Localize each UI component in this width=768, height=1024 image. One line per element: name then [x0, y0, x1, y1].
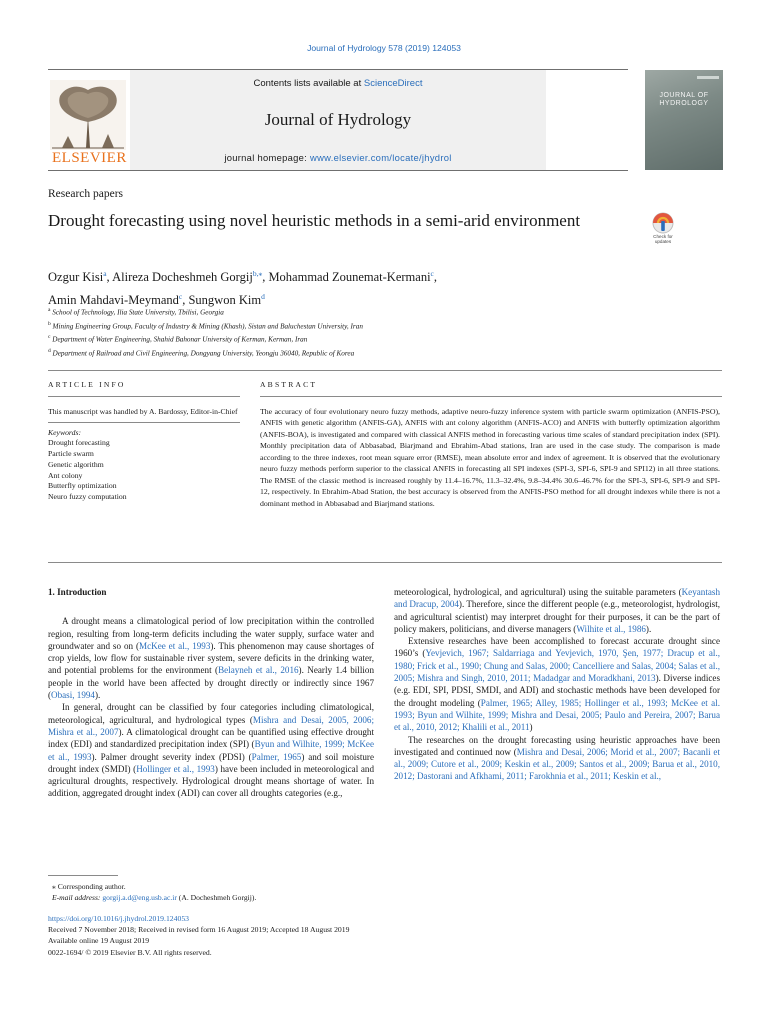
citation-link[interactable]: McKee et al., 1993: [139, 640, 211, 651]
affiliation: [48, 305, 688, 319]
body-text: ). Therefore, since the different people (e.g., meteorologist, hydrologist, and agricultural scientist) may interpret drought for their purposes, it can be the part of policy makers, politicians, and diverse managers (: [394, 599, 720, 634]
affiliation: [48, 319, 688, 333]
right-paragraphs: [394, 586, 720, 783]
citation-link[interactable]: Obasi, 1994: [51, 690, 95, 701]
introduction-heading: 1. Introduction: [48, 587, 107, 597]
journal-homepage-link[interactable]: www.elsevier.com/locate/jhydrol: [310, 152, 452, 163]
elsevier-wordmark: ELSEVIER: [52, 150, 127, 166]
email-suffix: (A. Docheshmeh Gorgij).: [176, 893, 257, 902]
article-info-rule: [48, 396, 240, 397]
affiliation: [48, 346, 688, 360]
footnote-rule: [48, 875, 118, 876]
author-name[interactable]: Mohammad Zounemat-Kermani: [268, 270, 431, 285]
available-online-date: Available online 19 August 2019: [48, 936, 150, 946]
received-dates: Received 7 November 2018; Received in revised form 16 August 2019; Accepted 18 August 2019: [48, 925, 350, 935]
keyword: Neuro fuzzy computation: [48, 491, 127, 501]
body-text: ).: [645, 623, 652, 634]
body-text: ). A climatological drought can be quantified using effective drought index (EDI) and standardized precipitation index (SPI) (: [48, 726, 374, 750]
body-text: ). Palmer drought severity index (PDSI) (: [91, 751, 252, 762]
affiliation: [48, 332, 688, 346]
left-paragraphs: [48, 615, 374, 799]
abstract-heading: ABSTRACT: [260, 380, 318, 389]
body-paragraph: [48, 701, 374, 799]
publication-info: [48, 913, 548, 958]
body-text: Extensive researches have been accomplished to forecast accurate drought since 1960’s (: [394, 636, 720, 659]
contents-prefix: Contents lists available at: [253, 78, 364, 89]
keyword: Drought forecasting: [48, 438, 110, 448]
affiliation-text: Department of Water Engineering, Shahid Bahonar University of Kerman, Kerman, Iran: [50, 335, 308, 344]
journal-citation[interactable]: Journal of Hydrology 578 (2019) 124053: [307, 43, 461, 53]
citation-link[interactable]: Palmer, 1965; Alley, 1985; Hollinger et al., 1993; McKee et al. 1993; Byun and Wilhite, 1999; Mishra and Desai, 2005; Paulo and Pereira, 2007; Barua et al., 2010, 2012; Khalili et al., 2011: [394, 697, 720, 733]
sciencedirect-link[interactable]: ScienceDirect: [363, 78, 423, 89]
email-label: E-mail address:: [52, 893, 103, 902]
keyword: Ant colony: [48, 470, 83, 480]
divider-top: [48, 370, 722, 371]
journal-homepage-line: [130, 152, 546, 163]
masthead-contents-box: [130, 70, 546, 170]
author-name[interactable]: Sungwon Kim: [188, 293, 262, 308]
citation-link[interactable]: Palmer, 1965: [251, 751, 302, 762]
citation-link[interactable]: Belayneh et al., 2016: [218, 665, 299, 676]
article-info-heading: ARTICLE INFO: [48, 380, 126, 389]
body-paragraph: [394, 734, 720, 783]
journal-cover-thumbnail[interactable]: [645, 70, 723, 170]
body-paragraph: [394, 586, 720, 635]
email-note: [52, 892, 452, 903]
body-text: ) and soil moisture drought index (SMDI) (: [48, 751, 374, 774]
affiliation-key: a: [48, 307, 51, 313]
affiliation-text: Department of Railroad and Civil Engineering, Dongyang University, Yeongju 36040, Republic of Korea: [50, 349, 355, 358]
footnotes: [52, 881, 452, 903]
abstract-text: The accuracy of four evolutionary neuro fuzzy methods, adaptive neuro-fuzzy inference system with particle swarm optimization (ANFIS-PSO), ANFIS with genetic algorithm (ANFIS-GA), ANFIS with ant colony algorithm (ANFIS-ACO) and ANFIS with butterfly optimization algorithm (ANFIS-BOA), is investigated and compared with classical ANFIS method in forecasting various time scales of standard precipitation index (SPI). Monthly precipitation data of Abbasabad, Biarjmand and Ebrahim-Abad stations, Iran are used in the case study. The comparison is made according to the three indexes, root mean square error (RMSE), mean absolute error and index of agreement. It is observed that the evolutionary neuro fuzzy methods perform superior to the classical ANFIS in forecasting all SPI indexes (SPI-3, SPI-6, SPI-9 and SPI12) in all three stations. The RMSE of the classic method is increased roughly by 11.4–16.7%, 11.3–32.4%, 9.8–34.4% 30.6–46.7% for the SPI-3, SPI-6, SPI-9 and SPI-12, respectively. In Ebrahim-Abad Station, the best accuracy is observed from the ANFIS-PSO method for all drought indexes while there is not a dominant method in Abbasabad and Biarjmand stations.: [260, 407, 720, 508]
body-paragraph: [48, 615, 374, 701]
author-separator: ,: [182, 293, 189, 308]
doi-link[interactable]: https://doi.org/10.1016/j.jhydrol.2019.124053: [48, 914, 190, 923]
cover-title: JOURNAL OF HYDROLOGY: [659, 92, 709, 107]
email-link[interactable]: gorgij.a.d@eng.usb.ac.ir: [102, 893, 177, 902]
author-affiliation-mark[interactable]: a: [103, 269, 107, 278]
author-list: [48, 264, 608, 310]
keyword: Particle swarm: [48, 449, 94, 459]
cover-band: [697, 76, 719, 79]
author-separator: ,: [106, 270, 113, 285]
author-affiliation-mark[interactable]: d: [261, 292, 265, 302]
body-text: The researches on the drought forecasting using heuristic approaches have been investigated and continued now (: [394, 734, 720, 757]
citation-link[interactable]: Yevjevich, 1967; Saldarriaga and Yevjevich, 1970, Şen, 1977; Dracup et al., 1980; Frick et al., 1990; Chung and Salas, 2000; Cancelliere and Salas, 2004; Salas et al., 2005; Mishra and Singh, 2010, 2011; Madadgar and Moradkhani, 2013: [394, 648, 720, 684]
keyword-list: [48, 438, 238, 502]
author-name[interactable]: Alireza Docheshmeh Gorgij: [112, 270, 253, 285]
body-text: meteorological, hydrological, and agricultural) using the suitable parameters (: [394, 587, 682, 597]
citation-link[interactable]: Hollinger et al., 1993: [136, 763, 215, 774]
author-name[interactable]: Ozgur Kisi: [48, 270, 104, 285]
journal-name: Journal of Hydrology: [264, 110, 412, 129]
affiliation-key: d: [48, 347, 51, 354]
affiliation-text: Mining Engineering Group, Faculty of Industry & Mining (Khash), Sistan and Baluchestan University, Iran: [50, 321, 363, 330]
contents-available-line: [130, 78, 546, 89]
keywords-rule: [48, 422, 240, 423]
body-text: ) have been included in meteorological and agricultural droughts, respectively. Hydrological drought means shortage of water. In addition, aggregated drought index (ADI) can cover all droughts categories (e.g.,: [48, 763, 374, 799]
body-text: ). Diverse indices (e.g. EDI, SPI, PDSI, SMDI, and ADI) and stochastic methods have been developed for the drought modeling (: [394, 673, 720, 708]
body-paragraph: [394, 635, 720, 733]
author-affiliation-mark[interactable]: b,⁎: [252, 269, 263, 278]
affiliation-text: School of Technology, Ilia State University, Tbilisi, Georgia: [50, 308, 224, 317]
journal-masthead: [48, 69, 628, 171]
keyword: Genetic algorithm: [48, 459, 104, 469]
body-text: A drought means a climatological period of low precipitation within the controlled region, resulting from long-term deficits including the water supply, surface water and groundwater and so on (: [48, 616, 374, 651]
article-info-panel: [48, 407, 238, 503]
handled-by-note: This manuscript was handled by A. Bardossy, Editor-in-Chief: [48, 407, 238, 416]
body-text: In general, drought can be classified by four categories including climatological, meteorological, agricultural, and hydrological types (: [48, 702, 374, 725]
affiliation-key: b: [48, 320, 51, 327]
body-column-left: [48, 586, 374, 800]
author-separator: ,: [262, 270, 269, 285]
article-section-label: Research papers: [48, 188, 124, 200]
keyword: Butterfly optimization: [48, 481, 117, 491]
corresponding-author-note: ⁎ Corresponding author.: [52, 882, 126, 891]
citation-link[interactable]: Mishra and Desai, 2006; Morid et al., 2007; Bacanli et al., 2009; Cutore et al., 2009; Keskin et al., 2009; Santos et al., 2009; Barua et al., 2010, 2012; Dastorani and Afkhami, 2011; Farokhnia et al., 2011; Keskin et al.,: [394, 746, 720, 782]
author-name[interactable]: Amin Mahdavi-Meymand: [48, 293, 179, 308]
citation-link[interactable]: Wilhite et al., 1986: [576, 623, 646, 634]
body-text: ): [529, 722, 533, 733]
citation-link[interactable]: Byun and Wilhite, 1999; McKee et al., 1993: [48, 739, 374, 762]
homepage-prefix: journal homepage:: [224, 152, 310, 163]
author-affiliation-mark[interactable]: c: [430, 269, 434, 278]
article-title: Drought forecasting using novel heuristic methods in a semi-arid environment: [48, 211, 581, 230]
citation-link[interactable]: Keyantash and Dracup, 2004: [394, 587, 720, 610]
body-text: ). This phenomenon may cause shortages of crop yields, low flow for sustainable river system, severe deficits in the drinking water, and potential problems for the environment (: [48, 640, 374, 676]
author-affiliation-mark[interactable]: c: [178, 292, 183, 302]
keywords-title: Keywords:: [48, 427, 82, 437]
body-column-right: [394, 586, 720, 783]
check-for-updates-label: Check for updates: [653, 234, 673, 244]
author-separator: ,: [433, 270, 438, 285]
citation-link[interactable]: Mishra and Desai, 2005, 2006; Mishra et al., 2007: [48, 714, 374, 737]
divider-bottom: [48, 562, 722, 563]
affiliation-list: [48, 305, 688, 359]
affiliation-key: c: [48, 334, 51, 341]
abstract-rule: [260, 396, 722, 397]
body-text: ). Nearly 1.4 billion people in the world have been affected by drought directly or indirectly since 1967 (: [48, 665, 374, 701]
copyright-line: 0022-1694/ © 2019 Elsevier B.V. All rights reserved.: [48, 947, 212, 957]
body-text: ).: [94, 690, 101, 701]
